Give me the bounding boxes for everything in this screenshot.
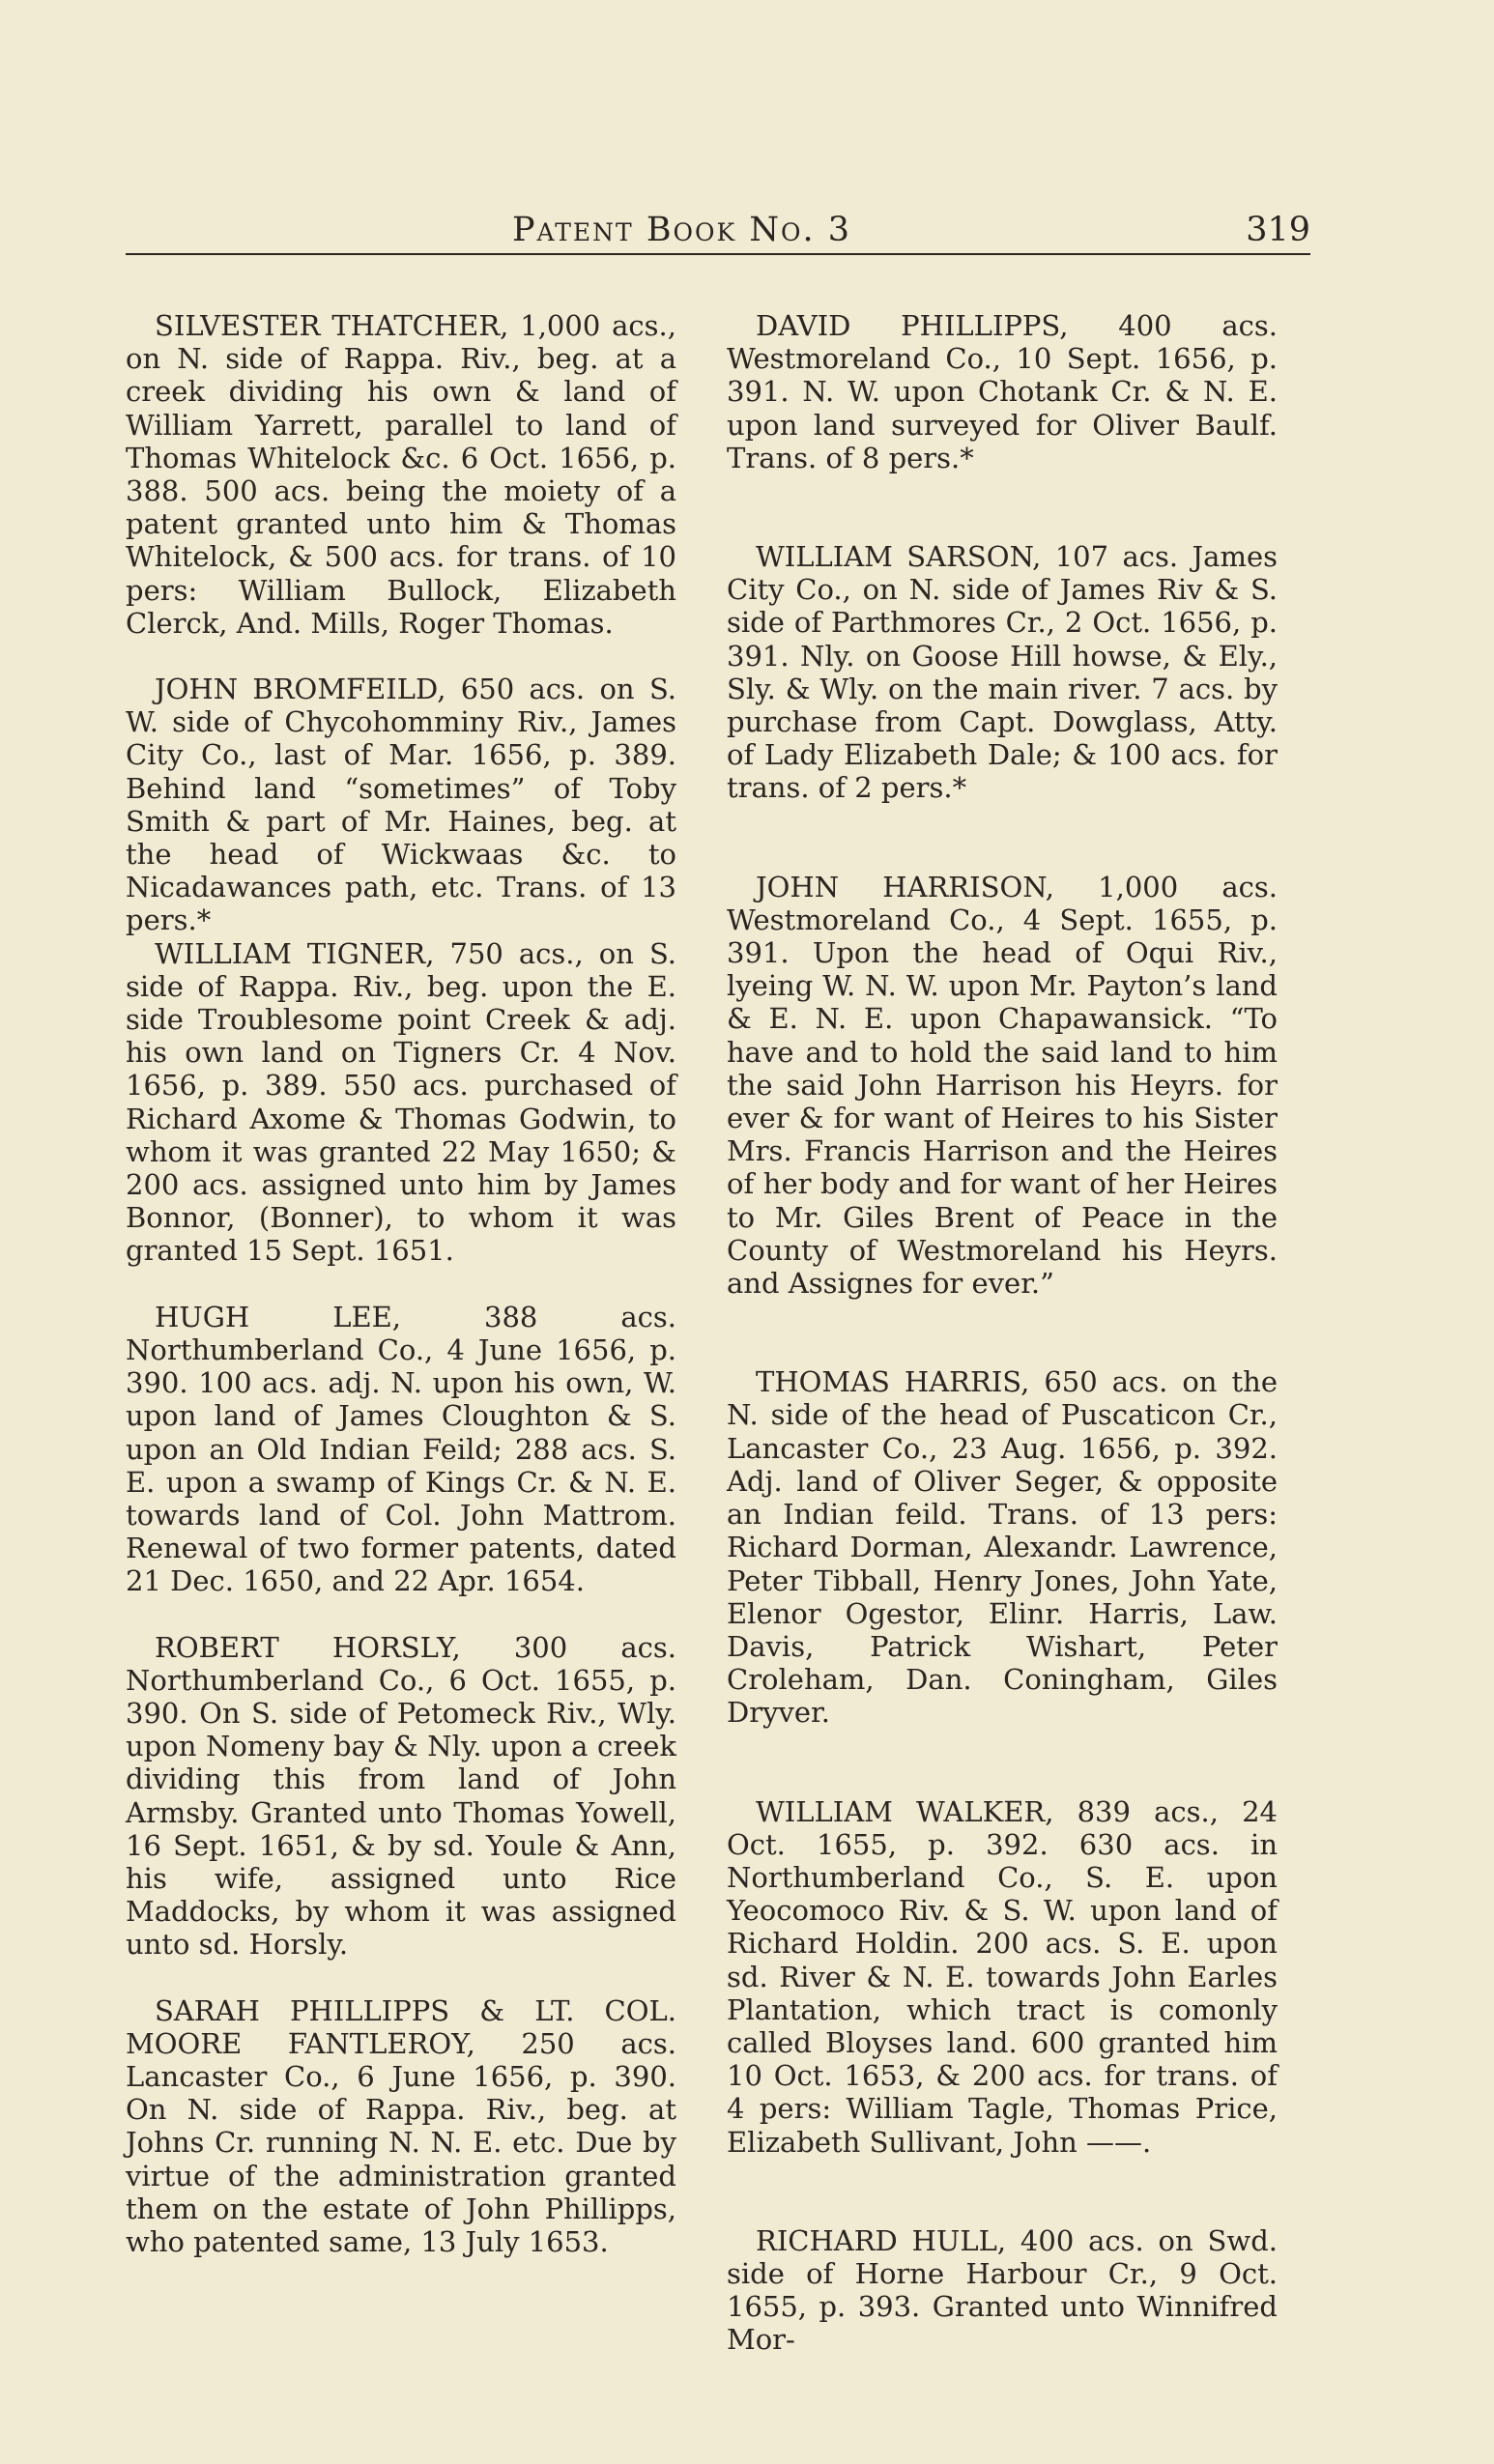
page-header xyxy=(126,211,1310,255)
right-column xyxy=(727,309,1278,2357)
patent-entry-robert-horsly: ROBERT HORSLY, 300 acs. Northumberland Co., 6 Oct. 1655, p. 390. On S. side of Petomeck Riv., Wly. upon Nomeny bay & Nly. upon a creek dividing this from land of John Armsby. Granted unto Thomas Yowell, 16 Sept. 1651, & by sd. Youle & Ann, his wife, assigned unto Rice Maddocks, by whom it was assigned unto sd. Horsly. xyxy=(126,1630,676,1962)
patent-entry-silvester-thatcher: SILVESTER THATCHER, 1,000 acs., on N. side of Rappa. Riv., beg. at a creek dividing his own & land of William Yarrett, parallel to land of Thomas Whitelock &c. 6 Oct. 1656, p. 388. 500 acs. being the moiety of a patent granted unto him & Thomas Whitelock, & 500 acs. for trans. of 10 pers: William Bullock, Elizabeth Clerck, And. Mills, Roger Thomas. xyxy=(126,309,676,640)
patent-entry-thomas-harris: THOMAS HARRIS, 650 acs. on the N. side of the head of Puscaticon Cr., Lancaster Co., 23 Aug. 1656, p. 392. Adj. land of Oliver Seger, & opposite an Indian feild. Trans. of 13 pers: Richard Dorman, Alexandr. Lawrence, Peter Tibball, Henry Jones, John Yate, Elenor Ogestor, Elinr. Harris, Law. Davis, Patrick Wishart, Peter Croleham, Dan. Coningham, Giles Dryver. xyxy=(727,1365,1278,1730)
left-column xyxy=(126,309,676,2258)
patent-entry-william-tigner: WILLIAM TIGNER, 750 acs., on S. side of Rappa. Riv., beg. upon the E. side Troublesome point Creek & adj. his own land on Tigners Cr. 4 Nov. 1656, p. 389. 550 acs. purchased of Richard Axome & Thomas Godwin, to whom it was granted 22 May 1650; & 200 acs. assigned unto him by James Bonnor, (Bonner), to whom it was granted 15 Sept. 1651. xyxy=(126,936,676,1268)
patent-entry-richard-hull: RICHARD HULL, 400 acs. on Swd. side of Horne Harbour Cr., 9 Oct. 1655, p. 393. Granted unto Winnifred Mor- xyxy=(727,2223,1278,2357)
patent-entry-william-walker: WILLIAM WALKER, 839 acs., 24 Oct. 1655, p. 392. 630 acs. in Northumberland Co., S. E. upon Yeocomoco Riv. & S. W. upon land of Richard Holdin. 200 acs. S. E. upon sd. River & N. E. towards John Earles Plantation, which tract is comonly called Bloyses land. 600 granted him 10 Oct. 1653, & 200 acs. for trans. of 4 pers: William Tagle, Thomas Price, Elizabeth Sullivant, John ——. xyxy=(727,1794,1278,2159)
patent-entry-sarah-phillipps: SARAH PHILLIPPS & LT. COL. MOORE FANTLEROY, 250 acs. Lancaster Co., 6 June 1656, p. 390. On N. side of Rappa. Riv., beg. at Johns Cr. running N. N. E. etc. Due by virtue of the administration granted them on the estate of John Phillipps, who patented same, 13 July 1653. xyxy=(126,1993,676,2258)
patent-entry-david-phillipps: DAVID PHILLIPPS, 400 acs. Westmoreland Co., 10 Sept. 1656, p. 391. N. W. upon Chotank Cr. & N. E. upon land surveyed for Oliver Baulf. Trans. of 8 pers.* xyxy=(727,309,1278,474)
patent-entry-john-harrison: JOHN HARRISON, 1,000 acs. Westmoreland Co., 4 Sept. 1655, p. 391. Upon the head of Oqui Riv., lyeing W. N. W. upon Mr. Payton’s land & E. N. E. upon Chapawansick. “To have and to hold the said land to him the said John Harrison his Heyrs. for ever & for want of Heires to his Sister Mrs. Francis Harrison and the Heires of her body and for want of her Heires to Mr. Giles Brent of Peace in the County of Westmoreland his Heyrs. and Assignes for ever.” xyxy=(727,870,1278,1301)
patent-entry-hugh-lee: HUGH LEE, 388 acs. Northumberland Co., 4 June 1656, p. 390. 100 acs. adj. N. upon his own, W. upon land of James Cloughton & S. upon an Old Indian Feild; 288 acs. S. E. upon a swamp of Kings Cr. & N. E. towards land of Col. John Mattrom. Renewal of two former patents, dated 21 Dec. 1650, and 22 Apr. 1654. xyxy=(126,1300,676,1598)
patent-entry-william-sarson: WILLIAM SARSON, 107 acs. James City Co., on N. side of James Riv & S. side of Parthmores Cr., 2 Oct. 1656, p. 391. Nly. on Goose Hill howse, & Ely., Sly. & Wly. on the main river. 7 acs. by purchase from Capt. Dowglass, Atty. of Lady Elizabeth Dale; & 100 acs. for trans. of 2 pers.* xyxy=(727,540,1278,805)
patent-entry-john-bromfeild: JOHN BROMFEILD, 650 acs. on S. W. side of Chycohomminy Riv., James City Co., last of Mar. 1656, p. 389. Behind land “sometimes” of Toby Smith & part of Mr. Haines, beg. at the head of Wickwaas &c. to Nicadawances path, etc. Trans. of 13 pers.* xyxy=(126,673,676,937)
page-number: 319 xyxy=(1246,211,1310,249)
running-head: Patent Book No. 3 xyxy=(512,211,851,249)
